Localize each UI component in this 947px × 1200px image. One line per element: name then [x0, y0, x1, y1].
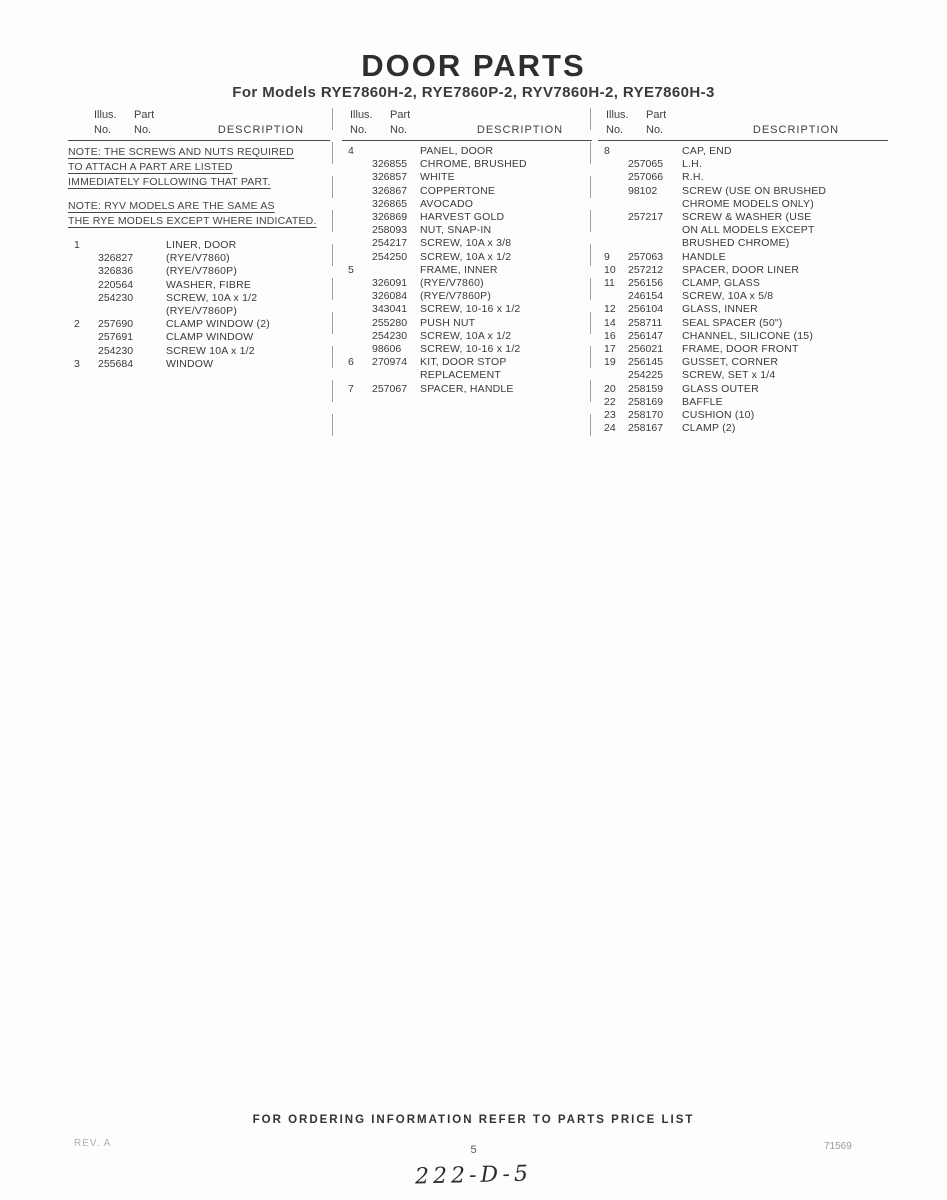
table-row — [598, 356, 888, 369]
models-subtitle: For Models RYE7860H-2, RYE7860P-2, RYV7860H-2, RYE7860H-3 — [232, 84, 715, 101]
table-row — [598, 224, 888, 237]
part-description: CHANNEL, SILICONE (15) — [682, 329, 814, 342]
part-no — [628, 224, 674, 237]
note-line: NOTE: THE SCREWS AND NUTS REQUIRED — [68, 146, 294, 158]
illus-no: 10 — [604, 263, 616, 276]
note-line: IMMEDIATELY FOLLOWING THAT PART. — [68, 175, 271, 188]
table-row — [598, 290, 888, 303]
illus-no — [342, 290, 372, 303]
part-description: SCREW & WASHER (USE — [682, 211, 812, 224]
part-description: SPACER, HANDLE — [420, 382, 514, 395]
table-row — [598, 396, 888, 409]
header-illus-label: Illus. — [606, 109, 629, 121]
part-description: HANDLE — [682, 250, 726, 263]
part-description: SCREW, 10-16 x 1/2 — [420, 343, 521, 356]
part-description: WINDOW — [166, 357, 214, 370]
part-description: BRUSHED CHROME) — [682, 237, 790, 250]
table-row — [598, 264, 888, 277]
illus-no — [342, 171, 372, 184]
part-no — [628, 237, 674, 250]
header-line-1 — [350, 108, 592, 123]
illus-no — [68, 252, 98, 265]
illus-no — [598, 224, 628, 237]
part-no: 326091 — [372, 277, 408, 290]
part-no: 258169 — [628, 395, 664, 408]
part-description: AVOCADO — [420, 197, 474, 210]
part-description: SEAL SPACER (50") — [682, 316, 783, 329]
illus-no — [598, 185, 628, 198]
illus-no — [598, 198, 628, 211]
part-description: SCREW, 10A x 1/2 — [420, 250, 512, 263]
part-description: HARVEST GOLD — [420, 211, 505, 224]
illus-no: 20 — [604, 382, 616, 395]
document-code: 71569 — [824, 1141, 852, 1152]
part-no — [628, 198, 674, 211]
part-no: 343041 — [372, 303, 408, 316]
header-no-label: No. — [134, 124, 152, 136]
part-description: CLAMP WINDOW — [166, 331, 254, 344]
table-row — [342, 343, 592, 356]
part-description: SPACER, DOOR LINER — [682, 263, 800, 276]
illus-no — [342, 277, 372, 290]
part-description: (RYE/V7860P) — [420, 290, 492, 303]
table-row — [342, 158, 592, 171]
table-row — [342, 356, 592, 369]
table-row — [598, 303, 888, 316]
page-number: 5 — [470, 1144, 477, 1156]
table-row — [598, 237, 888, 250]
illus-no: 23 — [604, 409, 616, 422]
parts-column-right — [598, 108, 888, 435]
table-row — [68, 305, 330, 318]
part-description: REPLACEMENT — [420, 369, 501, 382]
part-description: (RYE/V7860) — [166, 252, 230, 265]
part-no: 258159 — [628, 382, 664, 395]
illus-no — [342, 343, 372, 356]
part-no: 257217 — [628, 211, 664, 224]
part-no — [98, 239, 156, 252]
table-row — [342, 317, 592, 330]
illus-no — [598, 237, 628, 250]
part-description: GLASS, INNER — [682, 303, 758, 316]
part-no: 326857 — [372, 171, 408, 184]
part-description: FRAME, DOOR FRONT — [682, 343, 799, 356]
part-no: 256021 — [628, 343, 664, 356]
part-description: BAFFLE — [682, 395, 723, 408]
part-no: 256145 — [628, 356, 664, 369]
part-no: 257067 — [372, 382, 408, 395]
part-description: FRAME, INNER — [420, 263, 498, 276]
table-row — [598, 171, 888, 184]
part-no: 98606 — [372, 343, 402, 356]
part-description: SCREW, 10A x 1/2 — [166, 291, 258, 304]
header-no-label: No. — [606, 124, 624, 136]
part-no: 254225 — [628, 369, 664, 382]
note-line: THE RYE MODELS EXCEPT WHERE INDICATED. — [68, 215, 317, 228]
part-description: WHITE — [420, 171, 455, 184]
parts-column-left — [68, 108, 330, 371]
illus-no — [342, 251, 372, 264]
page-title: DOOR PARTS — [361, 48, 586, 83]
part-no: 257063 — [628, 250, 664, 263]
part-no: 326836 — [98, 265, 134, 278]
part-no: 258167 — [628, 422, 664, 435]
part-description: (RYE/V7860P) — [166, 265, 238, 278]
illus-no — [342, 369, 372, 382]
header-no-label: No. — [350, 124, 368, 136]
table-row — [342, 145, 592, 158]
table-row — [598, 343, 888, 356]
part-no: 326867 — [372, 184, 408, 197]
part-description: SCREW, SET x 1/4 — [682, 369, 776, 382]
table-row — [598, 383, 888, 396]
illus-no: 12 — [604, 303, 616, 316]
table-row — [68, 331, 330, 344]
table-row — [68, 252, 330, 265]
part-description: R.H. — [682, 171, 704, 184]
illus-no — [598, 211, 628, 224]
table-row — [598, 251, 888, 264]
illus-no: 6 — [348, 356, 354, 369]
part-no: 257212 — [628, 263, 664, 276]
table-row — [342, 185, 592, 198]
illus-no — [342, 303, 372, 316]
part-no: 257065 — [628, 158, 664, 171]
part-no: 326855 — [372, 158, 408, 171]
illus-no — [68, 279, 98, 292]
table-row — [68, 279, 330, 292]
illus-no — [342, 185, 372, 198]
illus-no — [598, 158, 628, 171]
table-row — [68, 292, 330, 305]
header-part-label: Part — [646, 109, 667, 121]
illus-no: 17 — [604, 343, 616, 356]
header-no-label: No. — [94, 124, 112, 136]
table-row — [342, 330, 592, 343]
header-description-label: DESCRIPTION — [217, 124, 305, 136]
table-row — [598, 198, 888, 211]
ordering-note: FOR ORDERING INFORMATION REFER TO PARTS PRICE LIST — [252, 1114, 695, 1126]
table-row — [342, 383, 592, 396]
part-description: CLAMP, GLASS — [682, 277, 761, 290]
illus-no: 7 — [348, 382, 354, 395]
parts-column-middle — [342, 108, 592, 396]
table-row — [68, 239, 330, 252]
illus-no — [598, 290, 628, 303]
part-description: CUSHION (10) — [682, 409, 755, 422]
illus-no — [342, 198, 372, 211]
header-no-label: No. — [390, 124, 408, 136]
column-divider — [332, 108, 333, 440]
illus-no: 11 — [604, 277, 615, 290]
part-no: 258711 — [628, 316, 663, 329]
part-description: COPPERTONE — [420, 184, 496, 197]
header-line-2 — [606, 123, 888, 138]
part-no: 256104 — [628, 303, 664, 316]
illus-no — [68, 292, 98, 305]
part-no: 257691 — [98, 331, 134, 344]
table-row — [598, 185, 888, 198]
revision-label: REV. A — [74, 1138, 112, 1149]
table-row — [598, 145, 888, 158]
table-row — [598, 369, 888, 382]
header-line-2 — [94, 123, 330, 138]
header-no-label: No. — [646, 124, 664, 136]
table-row — [598, 158, 888, 171]
illus-no — [68, 305, 98, 318]
part-no: 326869 — [372, 211, 408, 224]
table-row — [68, 345, 330, 358]
handwritten-annotation: 222-D-5 — [414, 1161, 533, 1190]
note-block — [68, 145, 330, 189]
part-no: 257690 — [98, 318, 134, 331]
header-part-label: Part — [134, 109, 155, 121]
part-description: CHROME, BRUSHED — [420, 158, 527, 171]
part-description: CLAMP WINDOW (2) — [166, 318, 270, 331]
part-description: GLASS OUTER — [682, 382, 759, 395]
note-line: TO ATTACH A PART ARE LISTED — [68, 160, 233, 173]
part-no — [372, 145, 412, 158]
illus-no — [342, 317, 372, 330]
note-line: NOTE: RYV MODELS ARE THE SAME AS — [68, 200, 275, 213]
part-no: 258093 — [372, 224, 408, 237]
illus-no — [342, 330, 372, 343]
header-line-2 — [350, 123, 592, 138]
header-description-label: DESCRIPTION — [752, 124, 840, 136]
part-description: KIT, DOOR STOP — [420, 356, 507, 369]
part-description: SCREW, 10A x 5/8 — [682, 290, 774, 303]
illus-no: 4 — [348, 145, 354, 157]
illus-no — [68, 345, 98, 358]
illus-no: 9 — [604, 250, 610, 263]
part-description: (RYE/V7860P) — [166, 305, 238, 317]
illus-no: 14 — [604, 316, 616, 329]
table-row — [68, 318, 330, 331]
part-description: ON ALL MODELS EXCEPT — [682, 224, 815, 237]
table-row — [342, 211, 592, 224]
part-description: SCREW (USE ON BRUSHED — [682, 184, 827, 197]
header-illus-label: Illus. — [350, 109, 373, 121]
table-row — [598, 422, 888, 435]
part-no — [98, 305, 156, 318]
part-no: 257066 — [628, 171, 664, 184]
illus-no: 22 — [604, 395, 616, 408]
part-no — [628, 145, 674, 158]
part-description: CLAMP (2) — [682, 422, 736, 435]
part-description: SCREW, 10-16 x 1/2 — [420, 303, 521, 316]
illus-no: 19 — [604, 356, 616, 369]
part-no: 255684 — [98, 357, 134, 370]
table-row — [342, 290, 592, 303]
header-illus-label: Illus. — [94, 109, 117, 121]
part-description: SCREW, 10A x 1/2 — [420, 329, 512, 342]
illus-no — [342, 211, 372, 224]
table-row — [342, 198, 592, 211]
part-no: 270974 — [372, 356, 408, 369]
table-row — [598, 317, 888, 330]
part-no: 98102 — [628, 184, 658, 197]
part-no: 254230 — [372, 329, 408, 342]
table-row — [342, 224, 592, 237]
column-header — [342, 108, 592, 141]
part-description: PANEL, DOOR — [420, 145, 494, 157]
illus-no: 3 — [74, 357, 80, 370]
part-no: 220564 — [98, 278, 134, 291]
illus-no — [68, 265, 98, 278]
header-description-label: DESCRIPTION — [476, 124, 564, 136]
header-line-1 — [606, 108, 888, 123]
header-part-label: Part — [390, 109, 411, 121]
illus-no — [598, 369, 628, 382]
table-row — [598, 211, 888, 224]
part-no: 255280 — [372, 316, 408, 329]
table-row — [342, 264, 592, 277]
parts-rows — [598, 145, 888, 435]
part-no: 254230 — [98, 344, 134, 357]
parts-rows — [342, 145, 592, 396]
table-row — [68, 265, 330, 278]
illus-no: 8 — [604, 145, 610, 157]
part-description: LINER, DOOR — [166, 238, 237, 251]
illus-no: 24 — [604, 422, 616, 435]
part-no: 254230 — [98, 291, 134, 304]
table-row — [598, 330, 888, 343]
part-description: CAP, END — [682, 145, 732, 157]
table-row — [342, 237, 592, 250]
table-row — [342, 369, 592, 382]
illus-no — [68, 331, 98, 344]
illus-no — [598, 171, 628, 184]
part-no: 246154 — [628, 290, 664, 303]
note-block — [68, 199, 330, 229]
part-description: GUSSET, CORNER — [682, 356, 779, 369]
part-no: 326084 — [372, 290, 408, 303]
illus-no — [342, 158, 372, 171]
part-no: 256156 — [628, 277, 664, 290]
table-row — [342, 171, 592, 184]
illus-no: 2 — [74, 318, 80, 331]
part-no: 258170 — [628, 409, 664, 422]
illus-no — [342, 224, 372, 237]
parts-rows — [68, 145, 330, 371]
part-no: 326827 — [98, 252, 134, 265]
table-row — [342, 303, 592, 316]
part-description: NUT, SNAP-IN — [420, 224, 492, 237]
part-no: 256147 — [628, 329, 664, 342]
header-line-1 — [94, 108, 330, 123]
illus-no — [342, 237, 372, 250]
part-description: L.H. — [682, 158, 703, 171]
part-description: PUSH NUT — [420, 316, 476, 329]
illus-no: 16 — [604, 329, 616, 342]
illus-no: 5 — [348, 263, 354, 276]
table-row — [68, 358, 330, 371]
table-row — [342, 251, 592, 264]
part-description: (RYE/V7860) — [420, 277, 484, 290]
illus-no: 1 — [74, 238, 80, 251]
part-no: 254217 — [372, 237, 408, 250]
table-row — [598, 409, 888, 422]
part-description: WASHER, FIBRE — [166, 278, 252, 291]
table-row — [598, 277, 888, 290]
part-description: CHROME MODELS ONLY) — [682, 197, 814, 210]
table-row — [342, 277, 592, 290]
part-description: SCREW, 10A x 3/8 — [420, 237, 512, 250]
part-description: SCREW 10A x 1/2 — [166, 344, 255, 357]
part-no — [372, 264, 412, 277]
column-header — [68, 108, 330, 141]
part-no: 254250 — [372, 250, 408, 263]
column-header — [598, 108, 888, 141]
part-no — [372, 369, 412, 382]
part-no: 326865 — [372, 197, 408, 210]
